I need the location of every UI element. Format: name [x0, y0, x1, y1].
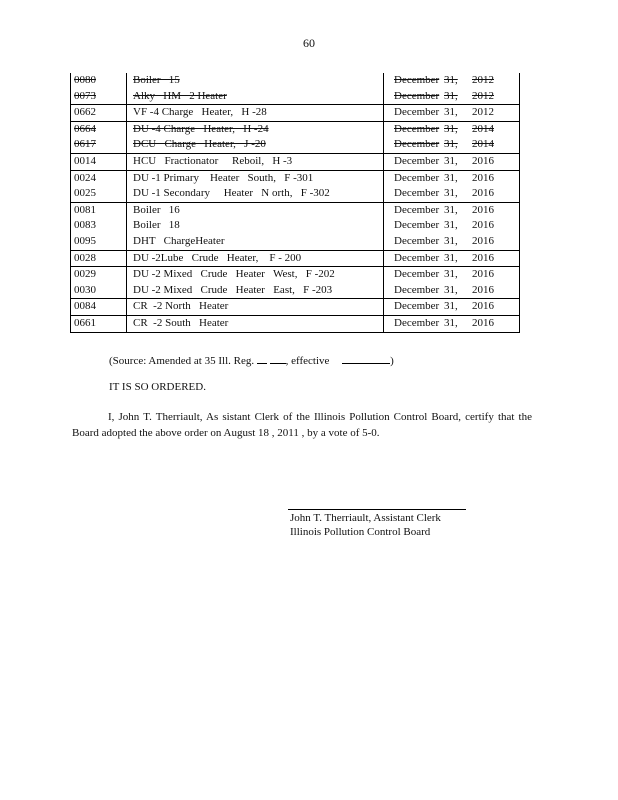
- page-number: 60: [303, 36, 315, 50]
- date-year: 2016: [472, 187, 494, 200]
- equipment-id: 0080: [74, 74, 96, 86]
- equipment-id-cell: [71, 202, 127, 218]
- date-month: December: [394, 203, 440, 216]
- date-month: December: [394, 187, 440, 200]
- equipment-id: 0661: [74, 316, 96, 329]
- compliance-date: [394, 300, 494, 312]
- date-day: 31,: [444, 138, 458, 151]
- compliance-date-cell: [384, 73, 520, 89]
- compliance-date-cell: [384, 89, 520, 105]
- equipment-id: 0664: [74, 122, 96, 135]
- date-day: 31,: [444, 268, 458, 281]
- date-day: 31,: [444, 154, 458, 167]
- equipment-description: CR -2 South Heater: [133, 316, 229, 329]
- equipment-id: 0014: [74, 154, 96, 167]
- table-row: [71, 137, 520, 153]
- equipment-table-body: [71, 73, 520, 332]
- table-row: [71, 315, 520, 332]
- date-month: December: [394, 234, 440, 247]
- equipment-description-cell: [127, 121, 384, 137]
- date-month: December: [394, 138, 440, 151]
- table-row: [71, 267, 520, 283]
- table-row: [71, 153, 520, 170]
- date-year: 2012: [472, 89, 494, 102]
- equipment-description-cell: [127, 202, 384, 218]
- compliance-date-cell: [384, 299, 520, 316]
- equipment-id-cell: [71, 234, 127, 250]
- equipment-id: 0073: [74, 89, 96, 102]
- compliance-date-cell: [384, 250, 520, 267]
- date-year: 2016: [472, 154, 494, 167]
- equipment-id: 0662: [74, 106, 96, 119]
- signature-block: [290, 511, 441, 539]
- date-year: 2016: [472, 234, 494, 247]
- date-day: 31,: [444, 171, 458, 184]
- equipment-description: Boiler 16: [133, 203, 180, 216]
- equipment-table: [70, 73, 520, 333]
- date-year: 2016: [472, 300, 494, 313]
- compliance-date: [394, 106, 494, 118]
- compliance-date: [394, 252, 494, 264]
- date-year: 2016: [472, 171, 494, 184]
- compliance-date-cell: [384, 153, 520, 170]
- compliance-date: [394, 155, 494, 167]
- equipment-description-cell: [127, 73, 384, 89]
- equipment-description: DCU Charge Heater, J -20: [133, 138, 266, 151]
- compliance-date: [394, 317, 494, 329]
- equipment-description: VF -4 Charge Heater, H -28: [133, 106, 267, 119]
- equipment-description: DU -2Lube Crude Heater, F - 200: [133, 251, 302, 264]
- equipment-description-cell: [127, 315, 384, 332]
- volume-blank: [257, 354, 267, 364]
- date-month: December: [394, 171, 440, 184]
- equipment-id-cell: [71, 186, 127, 202]
- equipment-description: DU -2 Mixed Crude Heater West, F -202: [133, 268, 335, 281]
- compliance-date-cell: [384, 170, 520, 186]
- date-year: 2014: [472, 122, 494, 135]
- signature-name: John T. Therriault, Assistant Clerk: [290, 512, 441, 524]
- date-day: 31,: [444, 106, 458, 119]
- date-month: December: [394, 74, 440, 86]
- effective-date-blank: [342, 354, 390, 364]
- equipment-description: HCU Fractionator Reboil, H -3: [133, 154, 293, 167]
- compliance-date: [394, 219, 494, 231]
- date-year: 2014: [472, 138, 494, 151]
- equipment-description: Boiler 18: [133, 219, 180, 232]
- equipment-description: DU -4 Charge Heater, H -24: [133, 122, 269, 135]
- equipment-id: 0084: [74, 300, 96, 313]
- source-suffix: ): [390, 355, 394, 367]
- table-row: [71, 89, 520, 105]
- date-month: December: [394, 268, 440, 281]
- date-day: 31,: [444, 283, 458, 296]
- equipment-id: 0617: [74, 138, 96, 151]
- equipment-description: Boiler 15: [133, 74, 180, 86]
- date-day: 31,: [444, 122, 458, 135]
- compliance-date-cell: [384, 202, 520, 218]
- compliance-date-cell: [384, 234, 520, 250]
- equipment-id-cell: [71, 153, 127, 170]
- compliance-date: [394, 172, 494, 184]
- equipment-description: CR -2 North Heater: [133, 300, 229, 313]
- table-row: [71, 202, 520, 218]
- date-day: 31,: [444, 187, 458, 200]
- certification-paragraph: [72, 409, 532, 441]
- date-day: 31,: [444, 251, 458, 264]
- date-month: December: [394, 251, 440, 264]
- source-prefix: (Source: Amended at 35 Ill. Reg.: [109, 355, 255, 367]
- order-statement: IT IS SO ORDERED.: [109, 381, 206, 393]
- date-day: 31,: [444, 234, 458, 247]
- equipment-description-cell: [127, 137, 384, 153]
- date-month: December: [394, 122, 440, 135]
- compliance-date-cell: [384, 218, 520, 234]
- table-row: [71, 283, 520, 299]
- date-year: 2016: [472, 251, 494, 264]
- date-month: December: [394, 219, 440, 232]
- equipment-id: 0083: [74, 219, 96, 232]
- equipment-id: 0028: [74, 251, 96, 264]
- date-day: 31,: [444, 89, 458, 102]
- date-month: December: [394, 154, 440, 167]
- compliance-date-cell: [384, 121, 520, 137]
- date-month: December: [394, 300, 440, 313]
- equipment-id: 0025: [74, 187, 96, 200]
- date-year: 2016: [472, 316, 494, 329]
- compliance-date-cell: [384, 283, 520, 299]
- equipment-description-cell: [127, 234, 384, 250]
- page-blank: [270, 354, 286, 364]
- compliance-date-cell: [384, 105, 520, 122]
- date-day: 31,: [444, 203, 458, 216]
- table-row: [71, 250, 520, 267]
- date-month: December: [394, 316, 440, 329]
- equipment-id-cell: [71, 299, 127, 316]
- signature-org: Illinois Pollution Control Board: [290, 526, 431, 538]
- date-month: December: [394, 106, 440, 119]
- date-month: December: [394, 89, 440, 102]
- date-year: 2016: [472, 283, 494, 296]
- table-row: [71, 121, 520, 137]
- equipment-id-cell: [71, 89, 127, 105]
- equipment-id-cell: [71, 218, 127, 234]
- equipment-description-cell: [127, 153, 384, 170]
- equipment-id: 0095: [74, 234, 96, 247]
- source-mid: , effective: [285, 355, 330, 367]
- equipment-id-cell: [71, 267, 127, 283]
- equipment-id-cell: [71, 73, 127, 89]
- date-year: 2016: [472, 219, 494, 232]
- date-day: 31,: [444, 316, 458, 329]
- equipment-description-cell: [127, 170, 384, 186]
- table-row: [71, 105, 520, 122]
- date-day: 31,: [444, 300, 458, 313]
- equipment-description: DU -1 Primary Heater South, F -301: [133, 171, 314, 184]
- compliance-date: [394, 138, 494, 150]
- compliance-date: [394, 74, 494, 86]
- certification-text: I, John T. Therriault, As sistant Clerk of the Illinois Pollution Control Board, certify that the Board adopted the above order on August 18 , 2011 , by a vote of 5-0.: [72, 411, 532, 439]
- compliance-date-cell: [384, 137, 520, 153]
- equipment-description: DU -1 Secondary Heater N orth, F -302: [133, 187, 330, 200]
- equipment-id: 0029: [74, 268, 96, 281]
- compliance-date: [394, 204, 494, 216]
- date-year: 2016: [472, 203, 494, 216]
- date-month: December: [394, 283, 440, 296]
- equipment-description: DU -2 Mixed Crude Heater East, F -203: [133, 283, 333, 296]
- equipment-id-cell: [71, 170, 127, 186]
- equipment-id-cell: [71, 137, 127, 153]
- equipment-description-cell: [127, 105, 384, 122]
- equipment-id-cell: [71, 283, 127, 299]
- date-year: 2016: [472, 268, 494, 281]
- compliance-date: [394, 187, 494, 199]
- compliance-date-cell: [384, 267, 520, 283]
- compliance-date: [394, 284, 494, 296]
- signature-line: [288, 509, 466, 510]
- equipment-description-cell: [127, 89, 384, 105]
- date-day: 31,: [444, 219, 458, 232]
- table-row: [71, 170, 520, 186]
- equipment-id: 0081: [74, 203, 96, 216]
- equipment-id-cell: [71, 105, 127, 122]
- equipment-description: DHT ChargeHeater: [133, 234, 225, 247]
- equipment-description-cell: [127, 299, 384, 316]
- table-row: [71, 234, 520, 250]
- source-note: [109, 354, 394, 367]
- equipment-description-cell: [127, 267, 384, 283]
- date-day: 31,: [444, 74, 458, 86]
- table-row: [71, 186, 520, 202]
- date-year: 2012: [472, 106, 494, 119]
- compliance-date: [394, 235, 494, 247]
- table-row: [71, 73, 520, 89]
- equipment-id: 0030: [74, 283, 96, 296]
- date-year: 2012: [472, 74, 494, 86]
- equipment-id-cell: [71, 121, 127, 137]
- equipment-description-cell: [127, 250, 384, 267]
- equipment-id: 0024: [74, 171, 96, 184]
- equipment-id-cell: [71, 315, 127, 332]
- compliance-date: [394, 90, 494, 102]
- compliance-date: [394, 268, 494, 280]
- equipment-description-cell: [127, 186, 384, 202]
- compliance-date-cell: [384, 186, 520, 202]
- equipment-description: Alky HM 2 Heater: [133, 89, 227, 102]
- equipment-description-cell: [127, 283, 384, 299]
- compliance-date: [394, 123, 494, 135]
- table-row: [71, 299, 520, 316]
- equipment-description-cell: [127, 218, 384, 234]
- equipment-id-cell: [71, 250, 127, 267]
- table-row: [71, 218, 520, 234]
- compliance-date-cell: [384, 315, 520, 332]
